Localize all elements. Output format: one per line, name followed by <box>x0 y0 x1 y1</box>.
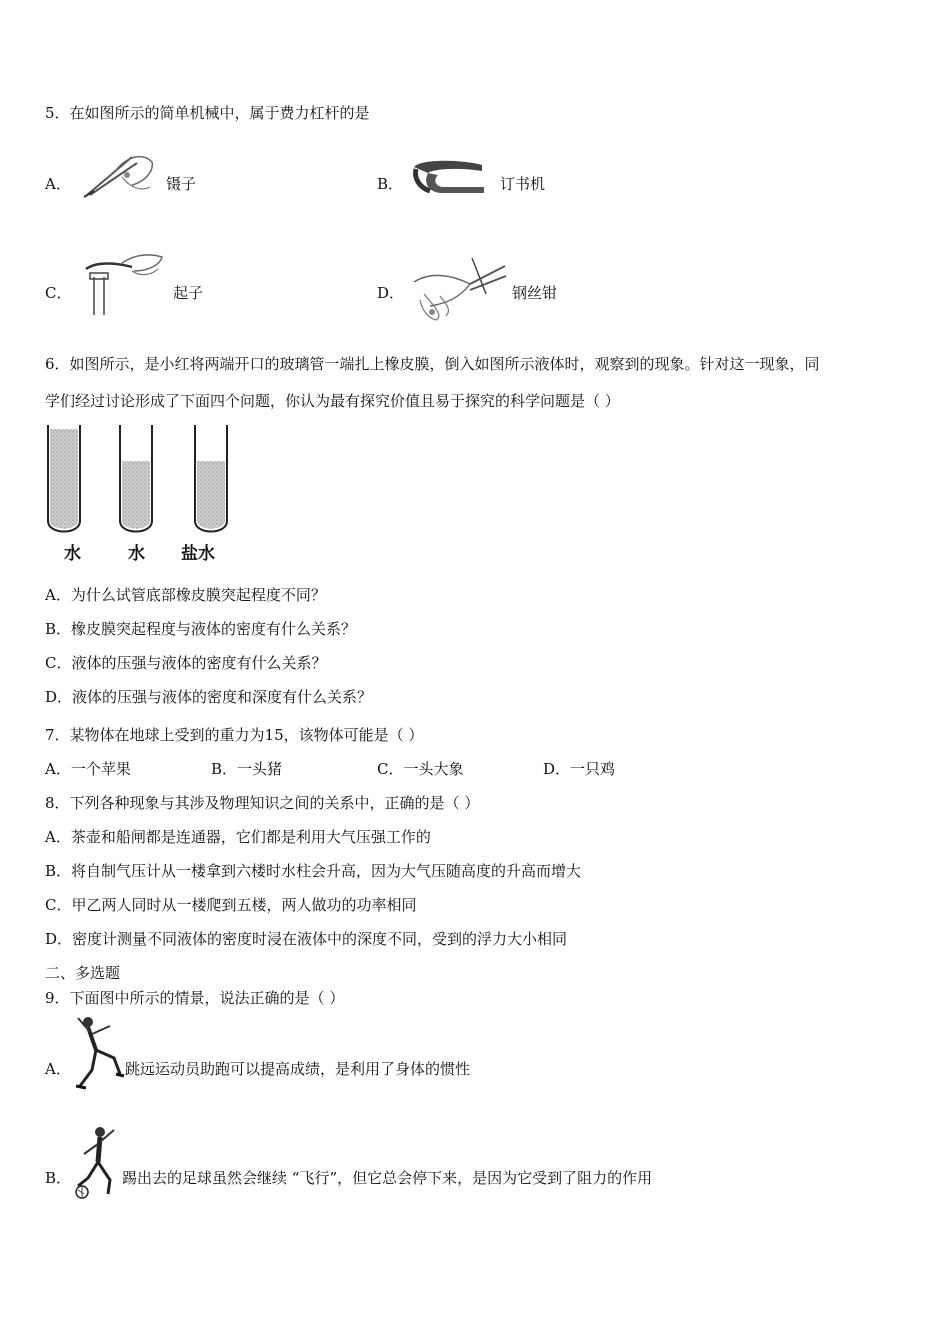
q8-option-a: A．茶壶和船闸都是连通器，它们都是利用大气压强工作的 <box>45 828 431 846</box>
tube-label-2: 水 <box>128 544 145 564</box>
q5-option-a-letter: A． <box>45 175 71 193</box>
q5-option-b-letter: B． <box>377 175 404 193</box>
q5-option-b-caption: 订书机 <box>500 175 546 193</box>
q8-option-b: B．将自制气压计从一楼拿到六楼时水柱会升高，因为大气压随高度的升高而增大 <box>45 862 582 880</box>
q6-option-c: C．液体的压强与液体的密度有什么关系？ <box>45 654 327 672</box>
q6-option-a: A．为什么试管底部橡皮膜突起程度不同？ <box>45 586 326 604</box>
bottle-opener-icon <box>82 249 167 317</box>
q7-option-c: C．一头大象 <box>377 760 464 778</box>
q9-option-a-letter: A． <box>45 1060 71 1078</box>
q6-option-d: D．液体的压强与液体的密度和深度有什么关系？ <box>45 688 373 706</box>
pliers-icon <box>410 254 510 324</box>
q9-option-b-text: 踢出去的足球虽然会继续 “飞行”，但它总会停下来，是因为它受到了阻力的作用 <box>122 1169 653 1187</box>
soccer-player-icon <box>70 1124 125 1202</box>
tube-label-1: 水 <box>64 544 81 564</box>
q8-option-d: D．密度计测量不同液体的密度时浸在液体中的深度不同，受到的浮力大小相同 <box>45 930 568 948</box>
q9-option-a-text: 跳远运动员助跑可以提高成绩，是利用了身体的惯性 <box>125 1060 471 1078</box>
stapler-icon <box>410 157 490 199</box>
q5-option-a-caption: 镊子 <box>166 175 197 193</box>
tube-1 <box>48 425 80 532</box>
q5-option-c-caption: 起子 <box>173 284 204 302</box>
q5-stem: 5．在如图所示的简单机械中，属于费力杠杆的是 <box>45 104 370 122</box>
tube-label-3: 盐水 <box>181 544 215 564</box>
q7-stem: 7．某物体在地球上受到的重力为15，该物体可能是（ ） <box>45 726 424 744</box>
q6-stem-line2: 学们经过讨论形成了下面四个问题，你认为最有探究价值且易于探究的科学问题是（ ） <box>45 392 620 410</box>
q6-option-b: B．橡皮膜突起程度与液体的密度有什么关系？ <box>45 620 357 638</box>
tube-3 <box>195 425 227 532</box>
q8-option-c: C．甲乙两人同时从一楼爬到五楼，两人做功的功率相同 <box>45 896 417 914</box>
section-title: 二、多选题 <box>45 964 121 982</box>
q5-option-d-caption: 钢丝钳 <box>512 284 558 302</box>
q8-stem: 8．下列各种现象与其涉及物理知识之间的关系中，正确的是（ ） <box>45 794 480 812</box>
test-tubes-figure <box>40 423 240 538</box>
q9-option-b-letter: B． <box>45 1169 72 1187</box>
tube-2 <box>120 425 152 532</box>
q9-stem: 9．下面图中所示的情景，说法正确的是（ ） <box>45 989 345 1007</box>
q7-option-a: A．一个苹果 <box>45 760 131 778</box>
q7-option-b: B．一头猪 <box>211 760 283 778</box>
q6-stem-line1: 6．如图所示，是小红将两端开口的玻璃管一端扎上橡皮膜，倒入如图所示液体时，观察到的现象。针对这一现象，同 <box>45 355 820 373</box>
long-jumper-icon <box>70 1014 125 1092</box>
tweezers-icon <box>82 147 157 202</box>
q5-option-c-letter: C． <box>45 284 72 302</box>
q7-option-d: D．一只鸡 <box>543 760 616 778</box>
q5-option-d-letter: D． <box>377 284 405 302</box>
